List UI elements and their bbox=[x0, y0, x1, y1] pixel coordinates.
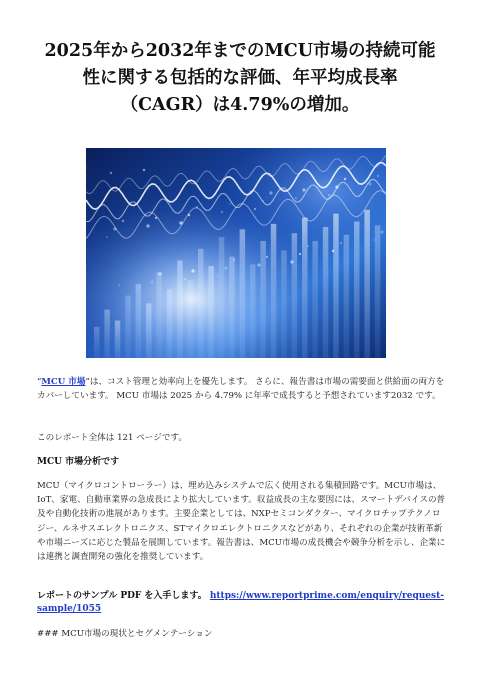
decorative-dot bbox=[332, 250, 334, 252]
decorative-dot bbox=[221, 211, 223, 213]
decorative-dot bbox=[266, 256, 268, 258]
title-line-3: （CAGR）は4.79%の増加。 bbox=[120, 95, 360, 115]
decorative-dot bbox=[335, 185, 338, 188]
decorative-dot bbox=[143, 169, 145, 171]
decorative-dot bbox=[106, 236, 108, 238]
decorative-dot bbox=[191, 269, 194, 272]
decorative-dot bbox=[302, 188, 305, 191]
decorative-dot bbox=[340, 242, 342, 244]
intro-paragraph bbox=[37, 375, 447, 403]
decorative-dot bbox=[118, 284, 120, 286]
decorative-dot bbox=[184, 278, 186, 280]
page-count-text: このレポート全体は 121 ページです。 bbox=[37, 433, 187, 443]
decorative-dot bbox=[233, 259, 235, 261]
title-line-1: 2025年から2032年までのMCU市場の持続可能 bbox=[44, 41, 436, 61]
decorative-dot bbox=[254, 208, 256, 210]
decorative-dot bbox=[217, 275, 219, 277]
decorative-dot bbox=[196, 206, 198, 208]
decorative-dot bbox=[188, 214, 190, 216]
hero-image bbox=[86, 148, 386, 358]
decorative-dot bbox=[151, 281, 153, 283]
decorative-dot bbox=[146, 224, 149, 227]
analysis-paragraph: MCU（マイクロコントローラー）は、埋め込みシステムで広く使用される集積回路です。MCU市場は、IoT、家電、自動車業界の急成長により拡大しています。収益成長の主な要因には、スマートデバイスの普及や自動化技術の進展があります。主要企業としては、NXPセミコンダクター、マイクロチップテクノロジー、ルネサスエレクトロニクス、STマイクロエレクトロニクスなどがあり、それぞれの企業が技術革新や市場ニーズに応じた製品を展開しています。報告書は、MCU市場の成長機会や競争分析を示し、企業には連携と調査開発の強化を推奨しています。 bbox=[37, 481, 446, 563]
decorative-dot bbox=[299, 253, 301, 255]
intro-text: ”は、コスト管理と効率向上を優先します。 さらに、報告書は市場の需要面と供給面の両方をカバーしています。 MCU 市場は 2025 から 4.79% に年率で成長すると予想されています2032 です。 bbox=[37, 377, 445, 402]
sample-request-paragraph bbox=[37, 590, 447, 615]
decorative-dot bbox=[179, 221, 182, 224]
decorative-dot bbox=[328, 194, 330, 196]
hero-chart-illustration bbox=[86, 148, 386, 358]
decorative-dot bbox=[295, 197, 297, 199]
decorative-dot bbox=[113, 227, 116, 230]
title-line-2: 性に関する包括的な評価、年平均成長率 bbox=[82, 68, 398, 88]
page-title bbox=[28, 38, 452, 119]
sample-request-link[interactable]: https://www.reportprime.com/enquiry/request-sample/1055 bbox=[37, 591, 444, 614]
decorative-dot bbox=[229, 203, 231, 205]
decorative-dot bbox=[158, 272, 161, 275]
decorative-dot bbox=[373, 239, 375, 241]
section-heading: ### MCU市場の現状とセグメンテーション bbox=[37, 629, 213, 639]
sample-label: レポートのサンプル PDF を入手します。 bbox=[37, 591, 207, 601]
decorative-dot bbox=[269, 191, 272, 194]
decorative-dot bbox=[377, 175, 379, 177]
decorative-dot bbox=[290, 260, 293, 263]
mcu-market-link[interactable]: MCU 市場 bbox=[41, 377, 86, 387]
decorative-dot bbox=[368, 182, 371, 185]
decorative-dot bbox=[224, 266, 227, 269]
decorative-dot bbox=[110, 172, 112, 174]
decorative-dot bbox=[380, 230, 383, 233]
decorative-dot bbox=[344, 178, 346, 180]
decorative-dot bbox=[155, 217, 157, 219]
decorative-dot bbox=[122, 220, 124, 222]
decorative-dot bbox=[307, 245, 309, 247]
open-quote: “ bbox=[37, 377, 42, 387]
decorative-dot bbox=[262, 200, 264, 202]
decorative-dot bbox=[257, 263, 260, 266]
analysis-heading: MCU 市場分析です bbox=[37, 457, 120, 467]
